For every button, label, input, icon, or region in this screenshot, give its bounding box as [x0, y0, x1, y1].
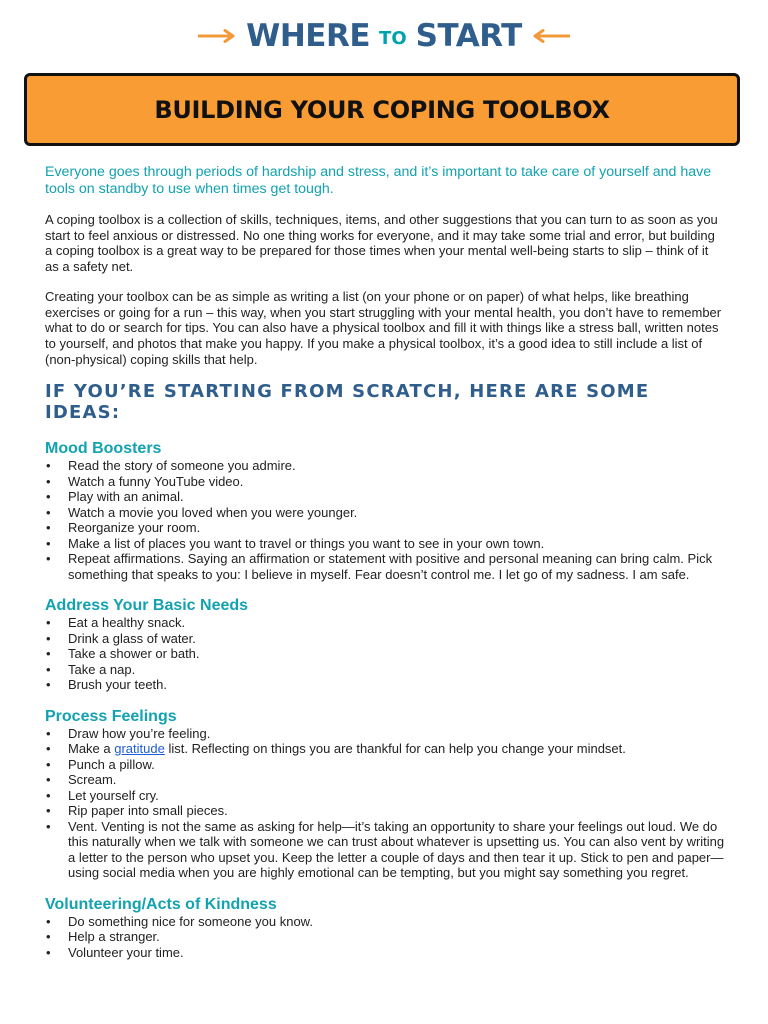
section-title: Address Your Basic Needs — [45, 597, 249, 615]
gratitude-text-before: Make a — [68, 741, 115, 757]
logo-word-start: START — [415, 18, 522, 54]
bullet-list — [45, 914, 725, 961]
list-item: • Watch a funny YouTube video. — [45, 474, 725, 490]
list-item: • Scream. — [45, 772, 725, 788]
list-item: • Make a list of places you want to travel or things you want to see in your own town. — [45, 536, 725, 552]
section-title: Volunteering/Acts of Kindness — [45, 895, 277, 913]
ideas-heading: IF YOU’RE STARTING FROM SCRATCH, HERE ARE SOME IDEAS: — [45, 381, 650, 424]
bullet-list — [45, 615, 725, 693]
list-item: • Vent. Venting is not the same as asking for help—it’s taking an opportunity to share your feelings out loud. We do this naturally when we talk with someone we can trust about whatever is upsetting us. You can also vent by writing a letter to the person who upset you. Keep the letter a couple of days and then tear it up. Stick to pen and paper—using social media when you are highly emotional can be tempting, but you might say something you regret. — [45, 819, 725, 881]
list-item: • Play with an animal. — [45, 489, 725, 505]
list-item: • Draw how you’re feeling. — [45, 726, 725, 742]
list-item: • Volunteer your time. — [45, 945, 725, 961]
logo-word-to: TO — [379, 27, 407, 49]
page-title: BUILDING YOUR COPING TOOLBOX — [154, 95, 610, 124]
section-title: Mood Boosters — [45, 440, 162, 458]
list-item: • Let yourself cry. — [45, 788, 725, 804]
list-item: • Help a stranger. — [45, 929, 725, 945]
list-item: • Read the story of someone you admire. — [45, 458, 725, 474]
arrow-left-icon — [530, 29, 570, 43]
section-basic-needs — [45, 597, 725, 693]
section-volunteering — [45, 896, 725, 961]
section-title: Process Feelings — [45, 707, 177, 725]
paragraph-toolbox-definition: A coping toolbox is a collection of skills, techniques, items, and other suggestions that you can turn to as soon as you start to feel anxious or distressed. No one thing works for everyone, and it may take some trial and error, but building a coping toolbox is a great way to be prepared for those times when your mental well-being starts to slip – think of it as a safety net. — [45, 212, 718, 275]
list-item: • Do something nice for someone you know. — [45, 914, 725, 930]
list-item-gratitude — [45, 741, 725, 757]
gratitude-text-after: list. Reflecting on things you are thankful for can help you change your mindset. — [164, 741, 626, 757]
list-item: • Repeat affirmations. Saying an affirmation or statement with positive and personal meaning can bring calm. Pick something that speaks to you: I believe in myself. Fear doesn’t control me. I let go of my sadness. I am safe. — [45, 551, 725, 582]
list-item: • Drink a glass of water. — [45, 631, 725, 647]
arrow-right-icon — [198, 29, 238, 43]
list-item: • Take a shower or bath. — [45, 646, 725, 662]
list-item: • Brush your teeth. — [45, 677, 725, 693]
list-item: • Eat a healthy snack. — [45, 615, 725, 631]
bullet-list — [45, 726, 725, 881]
section-mood-boosters — [45, 440, 725, 582]
gratitude-link[interactable]: gratitude — [114, 741, 165, 757]
document-body — [45, 164, 725, 975]
where-to-start-logo — [0, 18, 768, 54]
list-item: • Reorganize your room. — [45, 520, 725, 536]
list-item: • Rip paper into small pieces. — [45, 803, 725, 819]
title-banner — [24, 73, 740, 146]
list-item: • Take a nap. — [45, 662, 725, 678]
paragraph-creating-toolbox: Creating your toolbox can be as simple as writing a list (on your phone or on paper) of what helps, like breathing exercises or going for a run – this way, when you start struggling with your mental health, you don’t have to remember what to do or search for tips. You can also have a physical toolbox and fill it with things like a stress ball, written notes to yourself, and photos that make you happy. If you make a physical toolbox, it’s a good idea to still include a list of (non-physical) coping skills that help. — [45, 288, 722, 367]
list-item: • Punch a pillow. — [45, 757, 725, 773]
intro-text: Everyone goes through periods of hardship and stress, and it’s important to take care of yourself and have tools on standby to use when times get tough. — [45, 164, 712, 197]
bullet-list — [45, 458, 725, 582]
list-item: • Watch a movie you loved when you were younger. — [45, 505, 725, 521]
section-process-feelings — [45, 708, 725, 881]
logo-word-where: WHERE — [246, 18, 371, 54]
